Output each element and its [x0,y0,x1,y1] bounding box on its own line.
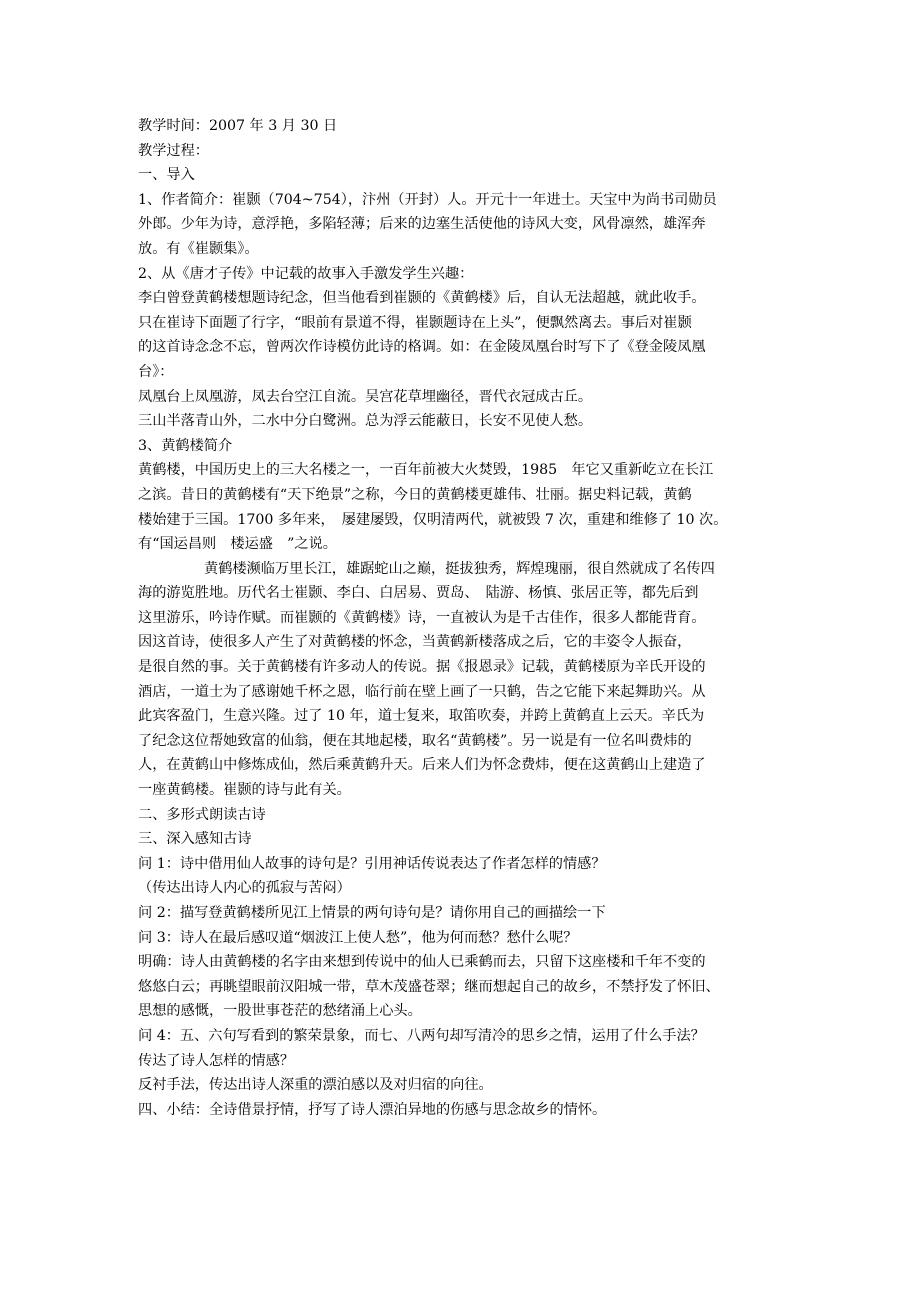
text-line: 之滨。昔日的黄鹤楼有“天下绝景”之称，今日的黄鹤楼更雄伟、壮丽。据史料记载，黄鹤 [138,486,692,503]
text-line: 台》： [138,363,174,380]
text-line: 了纪念这位帮她致富的仙翁，便在其地起楼，取名“黄鹤楼”。另一说是有一位名叫费炜的 [138,732,692,749]
text-line: 问 2：描写登黄鹤楼所见江上情景的两句诗句是？请你用自己的画描绘一下 [138,905,606,921]
text-line: 外郎。少年为诗，意浮艳，多陷轻薄；后来的边塞生活使他的诗风大变，风骨凛然，雄浑奔 [138,216,706,233]
text-line: 有“国运昌则 楼运盛 ”之说。 [138,536,337,553]
text-line: 酒店，一道士为了感谢她千杯之恩，临行前在壁上画了一只鹤，告之它能下来起舞助兴。从 [138,683,706,700]
text-line: 放。有《崔颢集》。 [138,240,259,257]
text-line: 反衬手法，传达出诗人深重的漂泊感以及对归宿的向往。 [138,1077,493,1094]
text-line: 楼始建于三国。1700 多年来， 屡建屡毁，仅明清两代，就被毁 7 次，重建和维修了 10 次。 [138,511,728,528]
text-line: 问 3：诗人在最后感叹道“烟波江上使人愁”，他为何而愁？愁什么呢？ [138,929,578,946]
text-line: （传达出诗人内心的孤寂与苦闷） [138,880,351,897]
text-line: 黄鹤楼濒临万里长江，雄踞蛇山之巅，挺拔独秀，辉煌瑰丽，很自然就成了名传四 [204,560,715,577]
text-line: 1、作者简介：崔颢（704~754），汴州（开封）人。开元十一年进士。天宝中为尚书司勋员 [138,191,717,208]
text-line: 李白曾登黄鹤楼想题诗纪念，但当他看到崔颢的《黄鹤楼》后，自认无法超越，就此收手。 [138,290,706,307]
document-body [138,114,786,1122]
text-line: 传达了诗人怎样的情感？ [138,1052,295,1069]
text-line: 因这首诗，使很多人产生了对黄鹤楼的怀念，当黄鹤新楼落成之后，它的丰姿令人振奋， [138,634,692,651]
text-line: 海的游览胜地。历代名士崔颢、李白、白居易、贾岛、 陆游、杨慎、张居正等，都先后到 [138,585,699,602]
text-line: 2、从《唐才子传》中记载的故事入手激发学生兴趣： [138,265,474,282]
text-line: 此宾客盈门，生意兴隆。过了 10 年，道士复来，取笛吹奏，并跨上黄鹤直上云天。辛氏为 [138,708,705,725]
text-line: 教学过程： [138,142,209,159]
text-line: 人，在黄鹤山中修炼成仙，然后乘黄鹤升天。后来人们为怀念费炜，便在这黄鹤山上建造了 [138,757,706,774]
text-line: 明确：诗人由黄鹤楼的名字由来想到传说中的仙人已乘鹤而去，只留下这座楼和千年不变的 [138,954,706,971]
text-line: 二、多形式朗读古诗 [138,806,266,823]
text-line: 思想的感慨，一股世事苍茫的愁绪涌上心头。 [138,1003,422,1020]
text-line: 四、小结：全诗借景抒情，抒写了诗人漂泊异地的伤感与思念故乡的情怀。 [138,1101,607,1118]
text-line: 悠悠白云；再眺望眼前汉阳城一带，草木茂盛苍翠；继而想起自己的故乡，不禁抒发了怀旧、 [138,978,720,995]
text-line: 教学时间：2007 年 3 月 30 日 [138,118,338,134]
text-line: 这里游乐，吟诗作赋。而崔颢的《黄鹤楼》诗，一直被认为是千古佳作，很多人都能背育。 [138,609,706,626]
text-line: 问 1：诗中借用仙人故事的诗句是？引用神话传说表达了作者怎样的情感？ [138,855,606,872]
text-line: 只在崔诗下面题了行字，“眼前有景道不得，崔颢题诗在上头”，便飘然离去。事后对崔颢 [138,314,692,331]
text-line: 是很自然的事。关于黄鹤楼有许多动人的传说。据《报恩录》记载，黄鹤楼原为辛氏开设的 [138,659,706,676]
text-line: 黄鹤楼，中国历史上的三大名楼之一，一百年前被大火焚毁，1985 年它又重新屹立在长江 [138,462,714,479]
text-line: 三、深入感知古诗 [138,831,252,848]
text-line: 一座黄鹤楼。崔颢的诗与此有关。 [138,782,351,799]
text-line: 一、导入 [138,167,195,184]
text-line: 三山半落青山外，二水中分白鹭洲。总为浮云能蔽日，长安不见使人愁。 [138,413,593,430]
text-line: 3、黄鹤楼简介 [138,437,233,454]
text-line: 凤凰台上凤凰游，凤去台空江自流。吴宫花草埋幽径，晋代衣冠成古丘。 [138,388,593,405]
text-line: 问 4：五、六句写看到的繁荣景象，而七、八两句却写清冷的思乡之情，运用了什么手法？ [138,1027,705,1044]
text-line: 的这首诗念念不忘，曾两次作诗模仿此诗的格调。如：在金陵凤凰台时写下了《登金陵凤凰 [138,339,706,356]
